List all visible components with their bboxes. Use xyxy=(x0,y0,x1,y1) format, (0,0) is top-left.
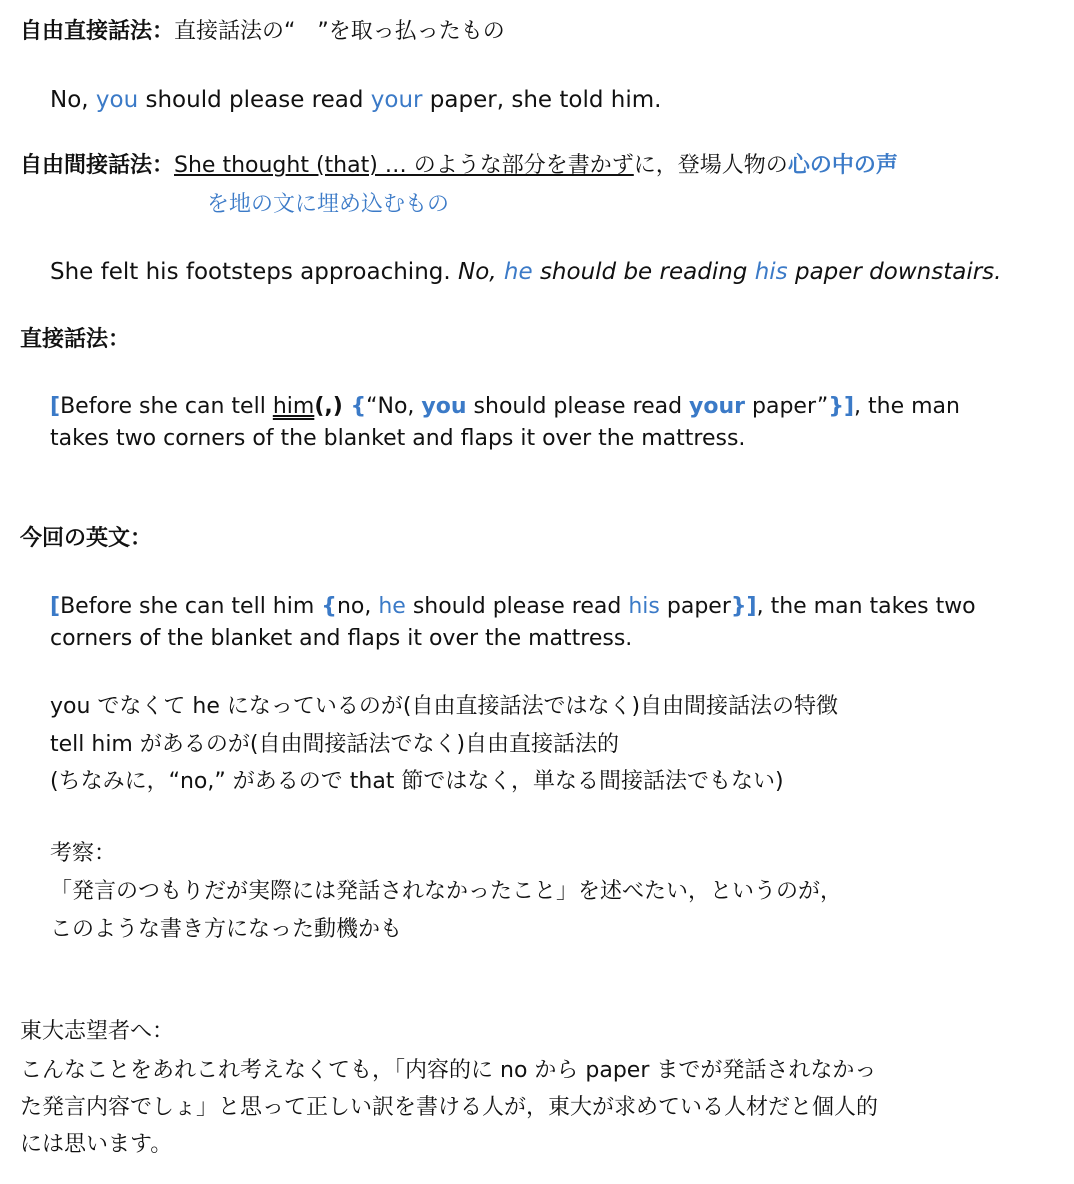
direct-example-line2: takes two corners of the blanket and flaps it over the mattress. xyxy=(50,426,746,451)
consideration-heading: 考察： xyxy=(50,841,117,866)
free-direct-definition: 自由直接話法：直接話法の“ ”を取っ払ったもの xyxy=(20,19,505,44)
consideration-line2: このような書き方になった動機かも xyxy=(50,917,403,942)
direct-speech-heading: 直接話法： xyxy=(20,327,131,352)
free-indirect-example: She felt his footsteps approaching. No, he should be reading his paper downstairs. xyxy=(50,259,1002,285)
current-sentence-heading: 今回の英文： xyxy=(20,526,153,551)
todai-line2: た発言内容でしょ」と思って正しい訳を書ける人が，東大が求めている人材だと個人的 xyxy=(20,1095,879,1120)
free-direct-heading: 自由直接話法： xyxy=(20,19,175,44)
todai-line1: こんなことをあれこれ考えなくても，「内容的に no から paper までが発話されなかっ xyxy=(20,1058,877,1083)
free-direct-example: No, you should please read your paper, she told him. xyxy=(50,87,662,113)
note-line1: you でなくて he になっているのが(自由直接話法ではなく)自由間接話法の特徴 xyxy=(50,694,839,719)
direct-example-line1: [Before she can tell him(,) {“No, you should please read your paper”}], the man xyxy=(50,394,960,419)
todai-line3: には思います。 xyxy=(20,1132,173,1157)
free-indirect-heading: 自由間接話法： xyxy=(20,153,175,178)
note-line3: (ちなみに，“no,” があるので that 節ではなく，単なる間接話法でもない) xyxy=(50,769,784,794)
consideration-line1: 「発言のつもりだが実際には発話されなかったこと」を述べたい，というのが， xyxy=(50,879,843,904)
current-example-line1: [Before she can tell him {no, he should please read his paper}], the man takes two xyxy=(50,594,976,619)
note-line2: tell him があるのが(自由間接話法でなく)自由直接話法的 xyxy=(50,732,620,757)
free-indirect-definition-line1: 自由間接話法：She thought (that) … のような部分を書かずに，登場人物の心の中の声 xyxy=(20,153,898,178)
current-example-line2: corners of the blanket and flaps it over the mattress. xyxy=(50,626,633,651)
free-indirect-definition-line2: を地の文に埋め込むもの xyxy=(207,192,450,217)
todai-heading: 東大志望者へ： xyxy=(20,1019,175,1044)
